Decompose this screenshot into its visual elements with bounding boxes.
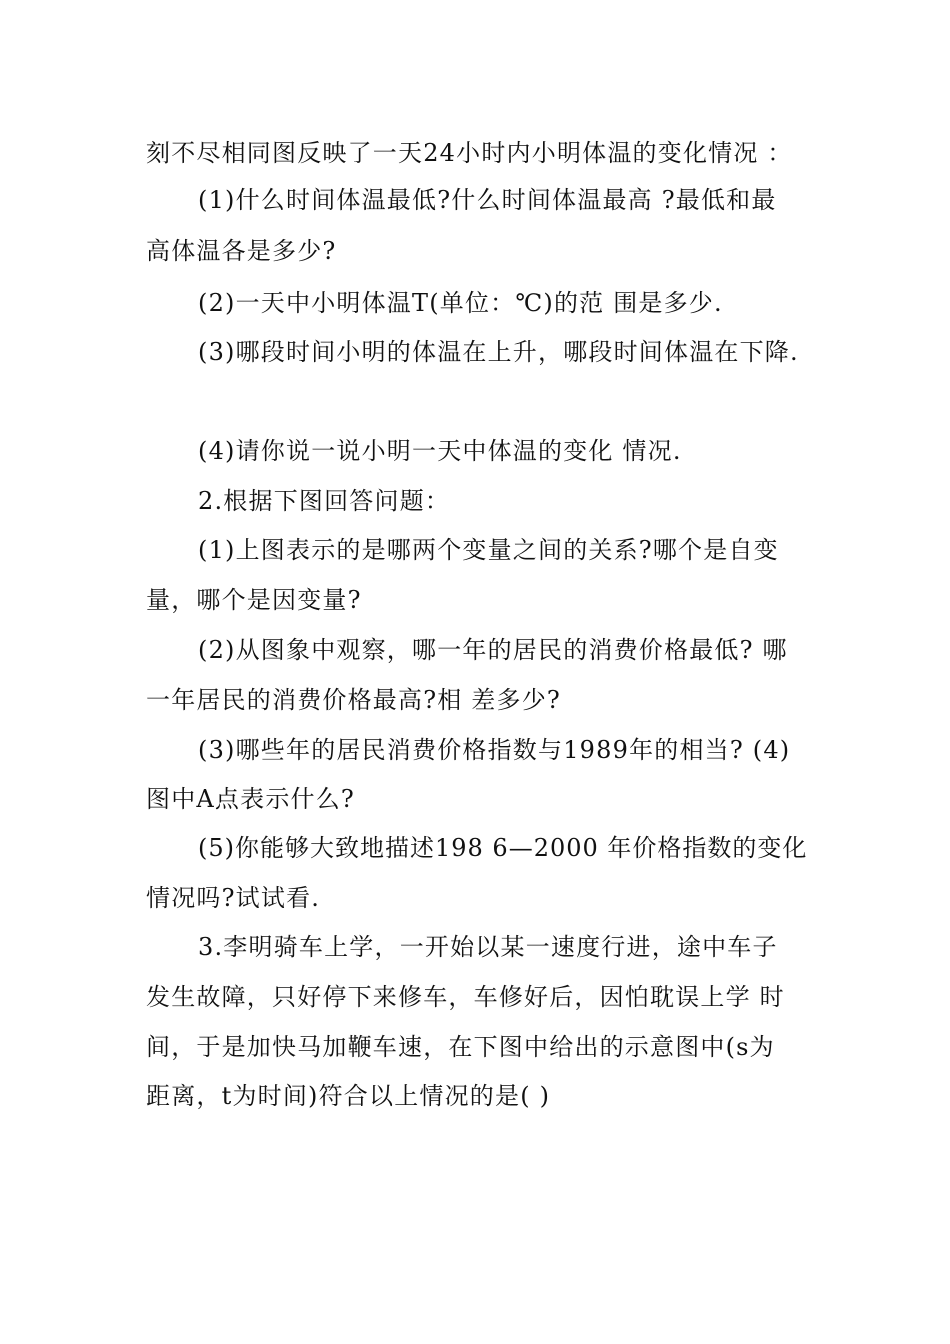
question-1-part-1-line-1: (1)什么时间体温最低?什么时间体温最高 ?最低和最 (198, 186, 777, 214)
question-2-part-5-line-1: (5)你能够大致地描述198 6—2000 年价格指数的变化 (198, 834, 808, 862)
question-1-part-3: (3)哪段时间小明的体温在上升，哪段时间体温在下降. (198, 338, 799, 366)
question-2-heading: 2.根据下图回答问题： (198, 487, 451, 515)
text-line-1: 刻不尽相同图反映了一天24小时内小明体温的变化情况 ： (146, 139, 793, 167)
question-2-part-2-line-1: (2)从图象中观察，哪一年的居民的消费价格最低? 哪 (198, 636, 788, 664)
question-2-part-1-line-2: 量，哪个是因变量? (146, 586, 362, 614)
question-2-part-1-line-1: (1)上图表示的是哪两个变量之间的关系?哪个是自变 (198, 536, 779, 564)
question-2-part-2-line-2: 一年居民的消费价格最高?相 差多少? (146, 686, 561, 714)
question-2-part-3-line-1: (3)哪些年的居民消费价格指数与1989年的相当? (4) (198, 736, 791, 764)
question-3-line-1: 3.李明骑车上学，一开始以某一速度行进，途中车子 (198, 933, 778, 961)
question-1-part-4: (4)请你说一说小明一天中体温的变化 情况. (198, 437, 682, 465)
question-2-part-4-line: 图中A点表示什么? (146, 785, 355, 813)
question-3-line-3: 间，于是加快马加鞭车速，在下图中给出的示意图中(s为 (146, 1033, 775, 1061)
question-1-part-1-line-2: 高体温各是多少? (146, 237, 337, 265)
question-1-part-2: (2)一天中小明体温T(单位：℃)的范 围是多少. (198, 289, 723, 317)
question-3-line-4: 距离，t为时间)符合以上情况的是( ) (146, 1082, 551, 1110)
question-2-part-5-line-2: 情况吗?试试看. (146, 884, 321, 912)
question-3-line-2: 发生故障，只好停下来修车，车修好后，因怕耽误上学 时 (146, 983, 785, 1011)
